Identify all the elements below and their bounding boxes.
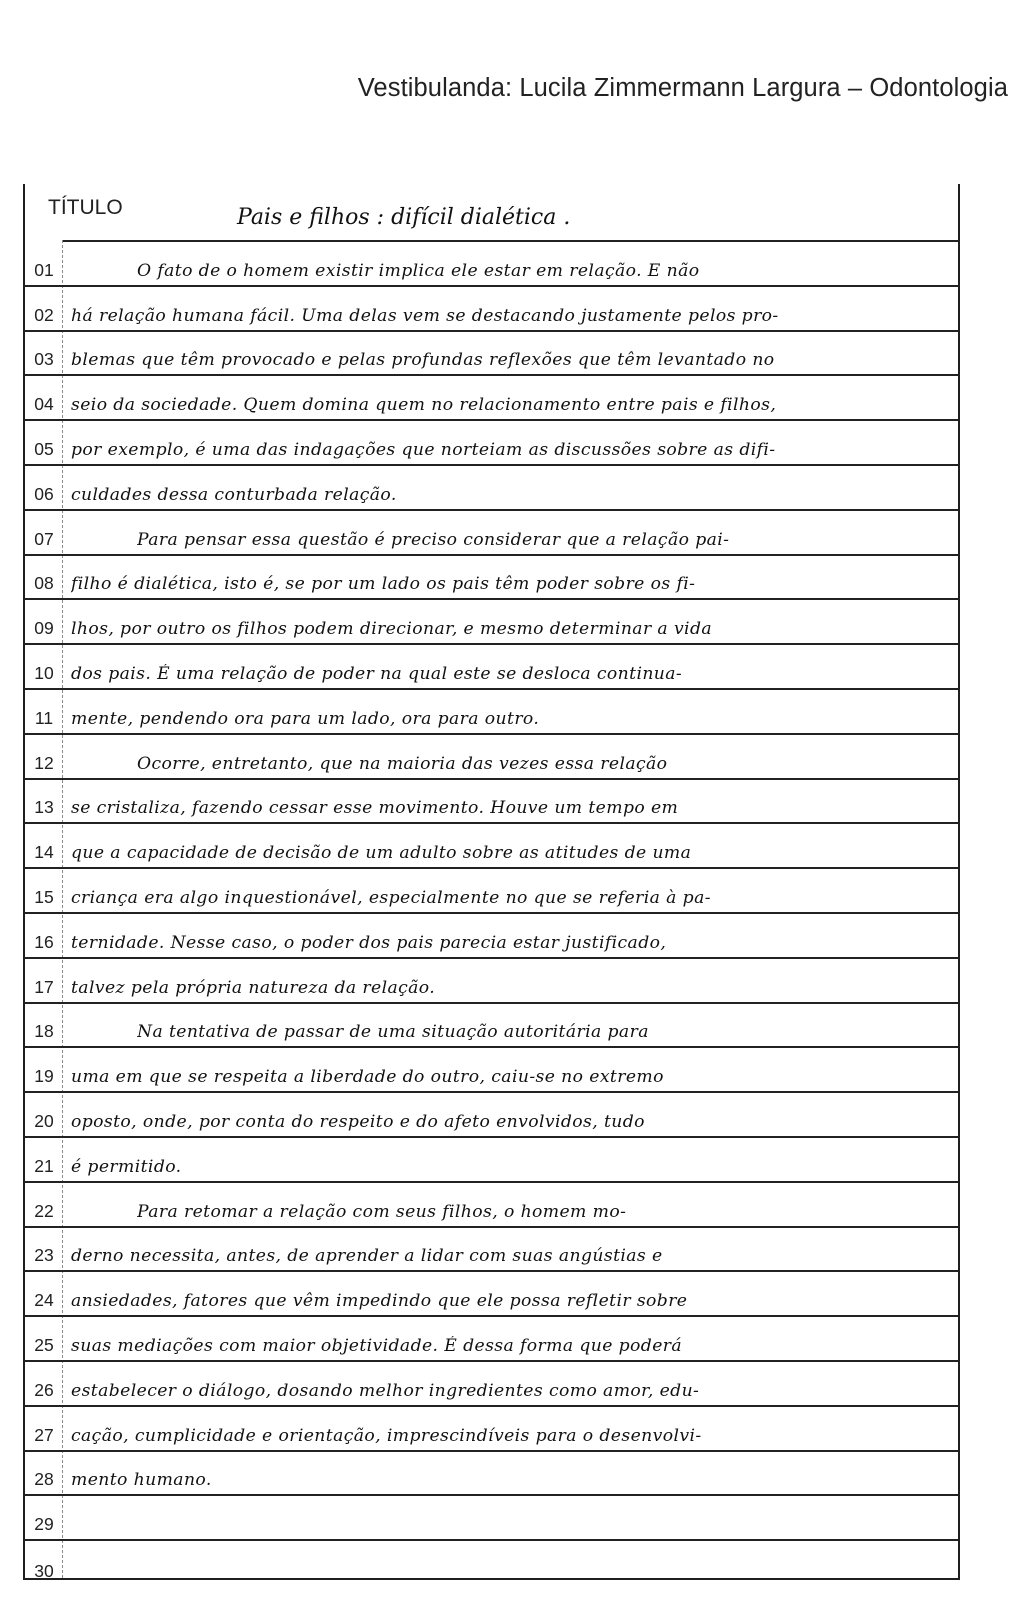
handwritten-text: suas mediações com maior objetividade. É dessa forma que poderá (71, 1335, 683, 1356)
handwritten-text: oposto, onde, por conta do respeito e do afeto envolvidos, tudo (71, 1111, 645, 1132)
handwritten-text: cação, cumplicidade e orientação, imprescindíveis para o desenvolvi- (71, 1425, 702, 1446)
line-number: 18 (34, 1021, 54, 1042)
essay-line (25, 780, 958, 825)
line-number: 13 (34, 797, 54, 818)
handwritten-text: mento humano. (71, 1470, 212, 1491)
handwritten-text: blemas que têm provocado e pelas profundas reflexões que têm levantado no (71, 350, 775, 371)
page-header: Vestibulanda: Lucila Zimmermann Largura – Odontologia (357, 74, 1008, 102)
line-number: 06 (34, 483, 54, 504)
handwritten-text: ansiedades, fatores que vêm impedindo que ele possa refletir sobre (71, 1291, 688, 1312)
line-number: 22 (34, 1200, 54, 1221)
handwritten-text: criança era algo inquestionável, especialmente no que se referia à pa- (71, 887, 711, 908)
line-number: 23 (34, 1245, 54, 1266)
handwritten-text: dos pais. É uma relação de poder na qual este se desloca continua- (71, 663, 683, 684)
essay-line (25, 1048, 958, 1093)
essay-line (25, 1272, 958, 1317)
handwritten-text: ternidade. Nesse caso, o poder dos pais parecia estar justificado, (71, 932, 667, 953)
essay-line (25, 1093, 958, 1138)
essay-line (25, 242, 958, 287)
handwritten-text: Na tentativa de passar de uma situação autoritária para (137, 1022, 649, 1043)
title-label: TÍTULO (48, 196, 123, 219)
line-number: 03 (34, 349, 54, 370)
handwritten-text: por exemplo, é uma das indagações que norteiam as discussões sobre as difi- (71, 439, 776, 460)
essay-line (25, 824, 958, 869)
essay-lines (25, 242, 958, 1586)
line-number: 09 (34, 618, 54, 639)
handwritten-text: filho é dialética, isto é, se por um lado os pais têm poder sobre os fi- (71, 574, 696, 595)
essay-line (25, 1138, 958, 1183)
handwritten-text: talvez pela própria natureza da relação. (71, 977, 436, 998)
essay-line (25, 735, 958, 780)
line-number: 15 (34, 886, 54, 907)
line-number: 08 (34, 573, 54, 594)
essay-line (25, 1183, 958, 1228)
handwritten-text: derno necessita, antes, de aprender a lidar com suas angústias e (71, 1246, 663, 1267)
essay-line (25, 869, 958, 914)
essay-line (25, 1452, 958, 1497)
handwritten-text: é permitido. (71, 1156, 182, 1177)
handwritten-text: estabelecer o diálogo, dosando melhor ingredientes como amor, edu- (71, 1380, 700, 1401)
essay-line (25, 287, 958, 332)
line-number: 10 (34, 662, 54, 683)
handwritten-text: Para retomar a relação com seus filhos, o homem mo- (137, 1201, 627, 1222)
line-number: 26 (34, 1379, 54, 1400)
essay-line (25, 600, 958, 645)
line-number: 29 (34, 1514, 54, 1535)
handwritten-text: Ocorre, entretanto, que na maioria das vezes essa relação (137, 753, 668, 774)
essay-line (25, 511, 958, 556)
line-number: 17 (34, 976, 54, 997)
handwritten-text: uma em que se respeita a liberdade do outro, caiu-se no extremo (71, 1067, 664, 1088)
line-number: 16 (34, 931, 54, 952)
line-number: 05 (34, 438, 54, 459)
line-number: 11 (34, 707, 54, 728)
title-row (25, 184, 958, 240)
essay-line (25, 376, 958, 421)
handwritten-text: culdades dessa conturbada relação. (71, 484, 397, 505)
line-number: 07 (34, 528, 54, 549)
essay-line (25, 1362, 958, 1407)
handwritten-text: que a capacidade de decisão de um adulto sobre as atitudes de uma (71, 843, 692, 864)
handwritten-text: O fato de o homem existir implica ele estar em relação. E não (137, 260, 700, 281)
essay-line (25, 466, 958, 511)
handwritten-text: há relação humana fácil. Uma delas vem se destacando justamente pelos pro- (71, 305, 779, 326)
line-number: 04 (34, 394, 54, 415)
essay-line (25, 690, 958, 735)
handwritten-text: mente, pendendo ora para um lado, ora para outro. (71, 708, 540, 729)
essay-line (25, 645, 958, 690)
essay-line (25, 1496, 958, 1541)
essay-line (25, 914, 958, 959)
handwritten-text: se cristaliza, fazendo cessar esse movimento. Houve um tempo em (71, 798, 679, 819)
essay-line (25, 1407, 958, 1452)
essay-line (25, 556, 958, 601)
line-number: 14 (34, 842, 54, 863)
essay-line (25, 1317, 958, 1362)
handwritten-text: lhos, por outro os filhos podem direcionar, e mesmo determinar a vida (71, 619, 713, 640)
essay-title: Pais e filhos : difícil dialética . (237, 205, 571, 230)
line-number: 25 (34, 1334, 54, 1355)
line-number: 30 (34, 1560, 54, 1581)
handwritten-text: Para pensar essa questão é preciso considerar que a relação pai- (137, 529, 730, 550)
line-number: 27 (34, 1424, 54, 1445)
line-number: 20 (34, 1110, 54, 1131)
handwritten-text: seio da sociedade. Quem domina quem no relacionamento entre pais e filhos, (71, 395, 777, 416)
line-number: 24 (34, 1290, 54, 1311)
line-number: 28 (34, 1469, 54, 1490)
essay-line (25, 332, 958, 377)
line-number: 21 (34, 1155, 54, 1176)
answer-sheet (23, 184, 960, 1580)
essay-line (25, 421, 958, 466)
line-number: 01 (34, 259, 54, 280)
line-number: 12 (34, 752, 54, 773)
essay-line (25, 1541, 958, 1586)
line-number: 19 (34, 1066, 54, 1087)
essay-line (25, 1004, 958, 1049)
line-number: 02 (34, 304, 54, 325)
essay-line (25, 1228, 958, 1273)
essay-line (25, 959, 958, 1004)
